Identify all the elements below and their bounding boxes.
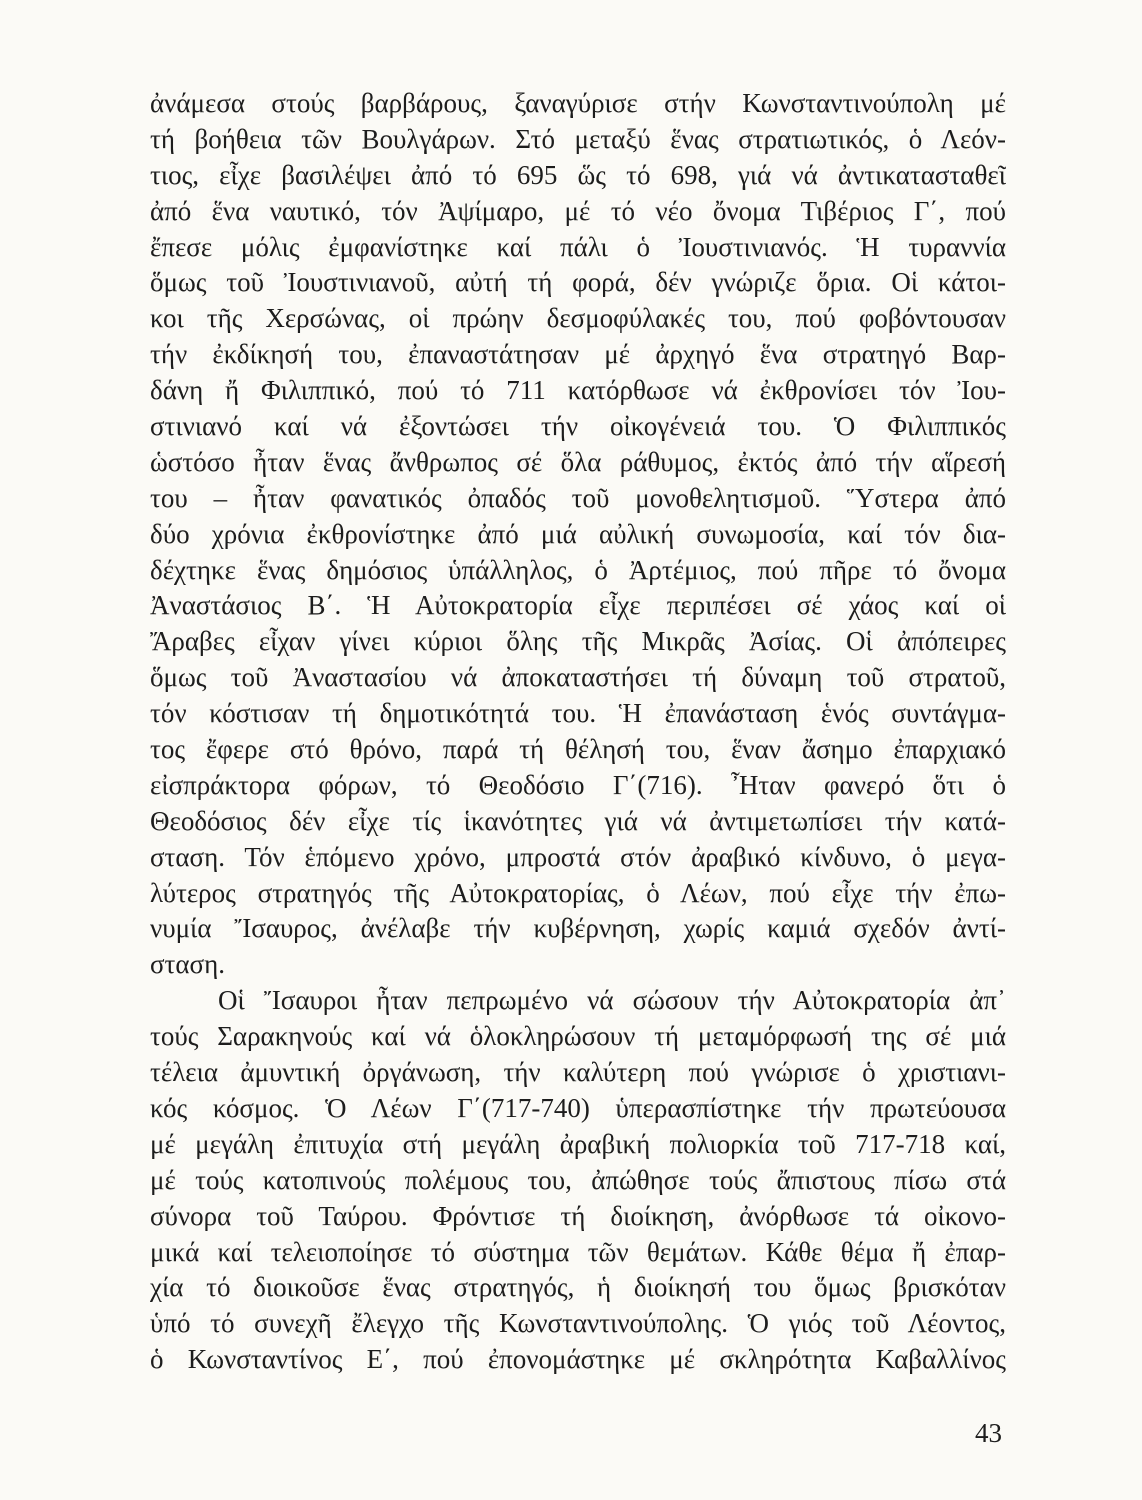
text-line: νυμία Ἴσαυρος, ἀνέλαβε τήν κυβέρνηση, χωρίς καμιά σχεδόν ἀντί- xyxy=(150,913,1006,944)
text-line: σταση. Τόν ἑπόμενο χρόνο, μπροστά στόν ἀραβικό κίνδυνο, ὁ μεγα- xyxy=(150,841,1006,872)
text-line: ἀπό ἕνα ναυτικό, τόν Ἀψίμαρο, μέ τό νέο ὄνομα Τιβέριος Γ΄, πού xyxy=(150,195,1006,226)
text-line: ἀνάμεσα στούς βαρβάρους, ξαναγύρισε στήν Κωνσταντινούπολη μέ xyxy=(150,88,1006,118)
text-line: μέ μεγάλη ἐπιτυχία στή μεγάλη ἀραβική πολιορκία τοῦ 717-718 καί, xyxy=(150,1128,1006,1159)
text-line: δέχτηκε ἕνας δημόσιος ὑπάλληλος, ὁ Ἀρτέμιος, πού πῆρε τό ὄνομα xyxy=(150,554,1006,585)
text-line: Ἄραβες εἶχαν γίνει κύριοι ὅλης τῆς Μικρᾶς Ἀσίας. Οἱ ἀπόπειρες xyxy=(150,626,1006,657)
text-line: δάνη ἤ Φιλιππικό, πού τό 711 κατόρθωσε νά ἐκθρονίσει τόν Ἰου- xyxy=(150,375,1006,406)
text-line: Θεοδόσιος δέν εἶχε τίς ἱκανότητες γιά νά ἀντιμετωπίσει τήν κατά- xyxy=(150,805,1006,836)
text-line: τόν κόστισαν τή δημοτικότητά του. Ἡ ἐπανάσταση ἑνός συντάγμα- xyxy=(150,698,1006,729)
text-line: τήν ἐκδίκησή του, ἐπαναστάτησαν μέ ἀρχηγό ἕνα στρατηγό Βαρ- xyxy=(150,339,1006,370)
text-line: ὡστόσο ἦταν ἕνας ἄνθρωπος σέ ὅλα ράθυμος, ἐκτός ἀπό τήν αἵρεσή xyxy=(150,446,1006,477)
text-line: τος ἔφερε στό θρόνο, παρά τή θέλησή του, ἕναν ἄσημο ἐπαρχιακό xyxy=(150,734,1006,765)
text-line: ὅμως τοῦ Ἀναστασίου νά ἀποκαταστήσει τή δύναμη τοῦ στρατοῦ, xyxy=(150,662,1006,693)
text-line: μέ τούς κατοπινούς πολέμους του, ἀπώθησε τούς ἄπιστους πίσω στά xyxy=(150,1164,1006,1195)
text-line: ὑπό τό συνεχῆ ἔλεγχο τῆς Κωνσταντινούπολης. Ὁ γιός τοῦ Λέοντος, xyxy=(150,1308,1006,1339)
text-line: χία τό διοικοῦσε ἕνας στρατηγός, ἡ διοίκησή του ὅμως βρισκόταν xyxy=(150,1272,1006,1303)
paragraph-end-line: σταση. xyxy=(150,949,225,980)
text-line: Ἀναστάσιος Β΄. Ἡ Αὐτοκρατορία εἶχε περιπέσει σέ χάος καί οἱ xyxy=(150,590,1006,621)
text-line: ὅμως τοῦ Ἰουστινιανοῦ, αὐτή τή φορά, δέν γνώριζε ὅρια. Οἱ κάτοι- xyxy=(150,267,1006,298)
text-line: τιος, εἶχε βασιλέψει ἀπό τό 695 ὥς τό 698, γιά νά ἀντικατασταθεῖ xyxy=(150,159,1006,190)
text-line: σύνορα τοῦ Ταύρου. Φρόντισε τή διοίκηση, ἀνόρθωσε τά οἰκονο- xyxy=(150,1200,1006,1231)
text-line: λύτερος στρατηγός τῆς Αὐτοκρατορίας, ὁ Λέων, πού εἶχε τήν ἐπω- xyxy=(150,877,1006,908)
text-line: κός κόσμος. Ὁ Λέων Γ΄(717-740) ὑπερασπίστηκε τήν πρωτεύουσα xyxy=(150,1092,1006,1123)
page-text xyxy=(150,86,1006,1396)
text-line: στινιανό καί νά ἐξοντώσει τήν οἰκογένειά του. Ὁ Φιλιππικός xyxy=(150,411,1006,442)
text-line: ἔπεσε μόλις ἐμφανίστηκε καί πάλι ὁ Ἰουστινιανός. Ἡ τυραννία xyxy=(150,231,1006,262)
text-line: δύο χρόνια ἐκθρονίστηκε ἀπό μιά αὐλική συνωμοσία, καί τόν δια- xyxy=(150,518,1006,549)
text-line: ὁ Κωνσταντίνος Ε΄, πού ἐπονομάστηκε μέ σκληρότητα Καβαλλίνος xyxy=(150,1344,1006,1375)
text-line: του – ἦταν φανατικός ὀπαδός τοῦ μονοθελητισμοῦ. Ὕστερα ἀπό xyxy=(150,482,1006,513)
text-line: εἰσπράκτορα φόρων, τό Θεοδόσιο Γ΄(716). Ἦταν φανερό ὅτι ὁ xyxy=(150,769,1006,800)
text-line: τούς Σαρακηνούς καί νά ὁλοκληρώσουν τή μεταμόρφωσή της σέ μιά xyxy=(150,1021,1006,1052)
page-number: 43 xyxy=(975,1418,1002,1448)
text-line: τή βοήθεια τῶν Βουλγάρων. Στό μεταξύ ἕνας στρατιωτικός, ὁ Λεόν- xyxy=(150,123,1006,154)
text-line: τέλεια ἀμυντική ὀργάνωση, τήν καλύτερη πού γνώρισε ὁ χριστιανι- xyxy=(150,1057,1006,1088)
text-line: μικά καί τελειοποίησε τό σύστημα τῶν θεμάτων. Κάθε θέμα ἤ ἐπαρ- xyxy=(150,1236,1006,1267)
text-line: κοι τῆς Χερσώνας, οἱ πρώην δεσμοφύλακές του, πού φοβόντουσαν xyxy=(150,303,1006,334)
paragraph-start-line: Οἱ Ἴσαυροι ἦταν πεπρωμένο νά σώσουν τήν Αὐτοκρατορία ἀπ᾽ xyxy=(218,985,1006,1016)
